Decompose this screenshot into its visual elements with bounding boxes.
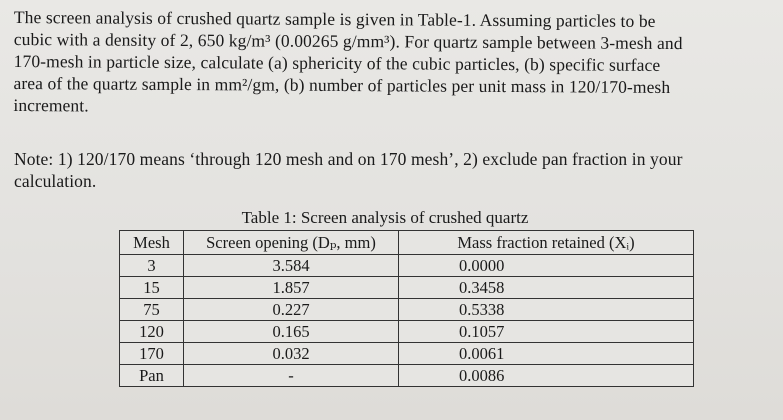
screen-analysis-table bbox=[119, 230, 694, 387]
header-screen-opening: Screen opening (Dₚ, mm) bbox=[184, 231, 399, 255]
cell-fraction: 0.0000 bbox=[399, 255, 694, 277]
cell-opening: 3.584 bbox=[184, 255, 399, 277]
table-header-row bbox=[120, 231, 694, 255]
cell-opening: 0.227 bbox=[184, 299, 399, 321]
table-row bbox=[120, 343, 694, 365]
problem-statement bbox=[13, 6, 774, 121]
problem-line: 170-mesh in particle size, calculate (a) sphericity of the cubic particles, (b) specific surface bbox=[13, 50, 661, 75]
table-caption bbox=[0, 208, 760, 228]
problem-line: cubic with a density of 2, 650 kg/m³ (0.00265 g/mm³). For quartz sample between 3-mesh and bbox=[13, 28, 683, 54]
cell-opening: 0.032 bbox=[184, 343, 399, 365]
note-line: Note: 1) 120/170 means ‘through 120 mesh and on 170 mesh’, 2) exclude pan fraction in your bbox=[14, 149, 683, 169]
cell-fraction: 0.1057 bbox=[399, 321, 694, 343]
note-paragraph bbox=[14, 148, 774, 192]
cell-mesh: 75 bbox=[120, 299, 184, 321]
cell-fraction: 0.0061 bbox=[399, 343, 694, 365]
problem-line: increment. bbox=[13, 94, 89, 116]
header-mesh: Mesh bbox=[120, 231, 184, 255]
note-line: calculation. bbox=[14, 171, 97, 191]
table-row bbox=[120, 255, 694, 277]
cell-fraction: 0.3458 bbox=[399, 277, 694, 299]
cell-mesh: Pan bbox=[120, 365, 184, 387]
table-row bbox=[120, 365, 694, 387]
cell-mesh: 15 bbox=[120, 277, 184, 299]
cell-mesh: 120 bbox=[120, 321, 184, 343]
cell-mesh: 3 bbox=[120, 255, 184, 277]
cell-mesh: 170 bbox=[120, 343, 184, 365]
cell-fraction: 0.0086 bbox=[399, 365, 694, 387]
cell-opening: 0.165 bbox=[184, 321, 399, 343]
cell-opening: - bbox=[184, 365, 399, 387]
table-row bbox=[120, 299, 694, 321]
table-caption-text: Table 1: Screen analysis of crushed quartz bbox=[241, 208, 529, 227]
table-row bbox=[120, 277, 694, 299]
cell-opening: 1.857 bbox=[184, 277, 399, 299]
table-row bbox=[120, 321, 694, 343]
cell-fraction: 0.5338 bbox=[399, 299, 694, 321]
problem-line: area of the quartz sample in mm²/gm, (b) number of particles per unit mass in 120/170-mesh bbox=[13, 72, 671, 98]
header-mass-fraction: Mass fraction retained (Xᵢ) bbox=[399, 231, 694, 255]
problem-line: The screen analysis of crushed quartz sample is given in Table-1. Assuming particles to be bbox=[13, 6, 656, 31]
